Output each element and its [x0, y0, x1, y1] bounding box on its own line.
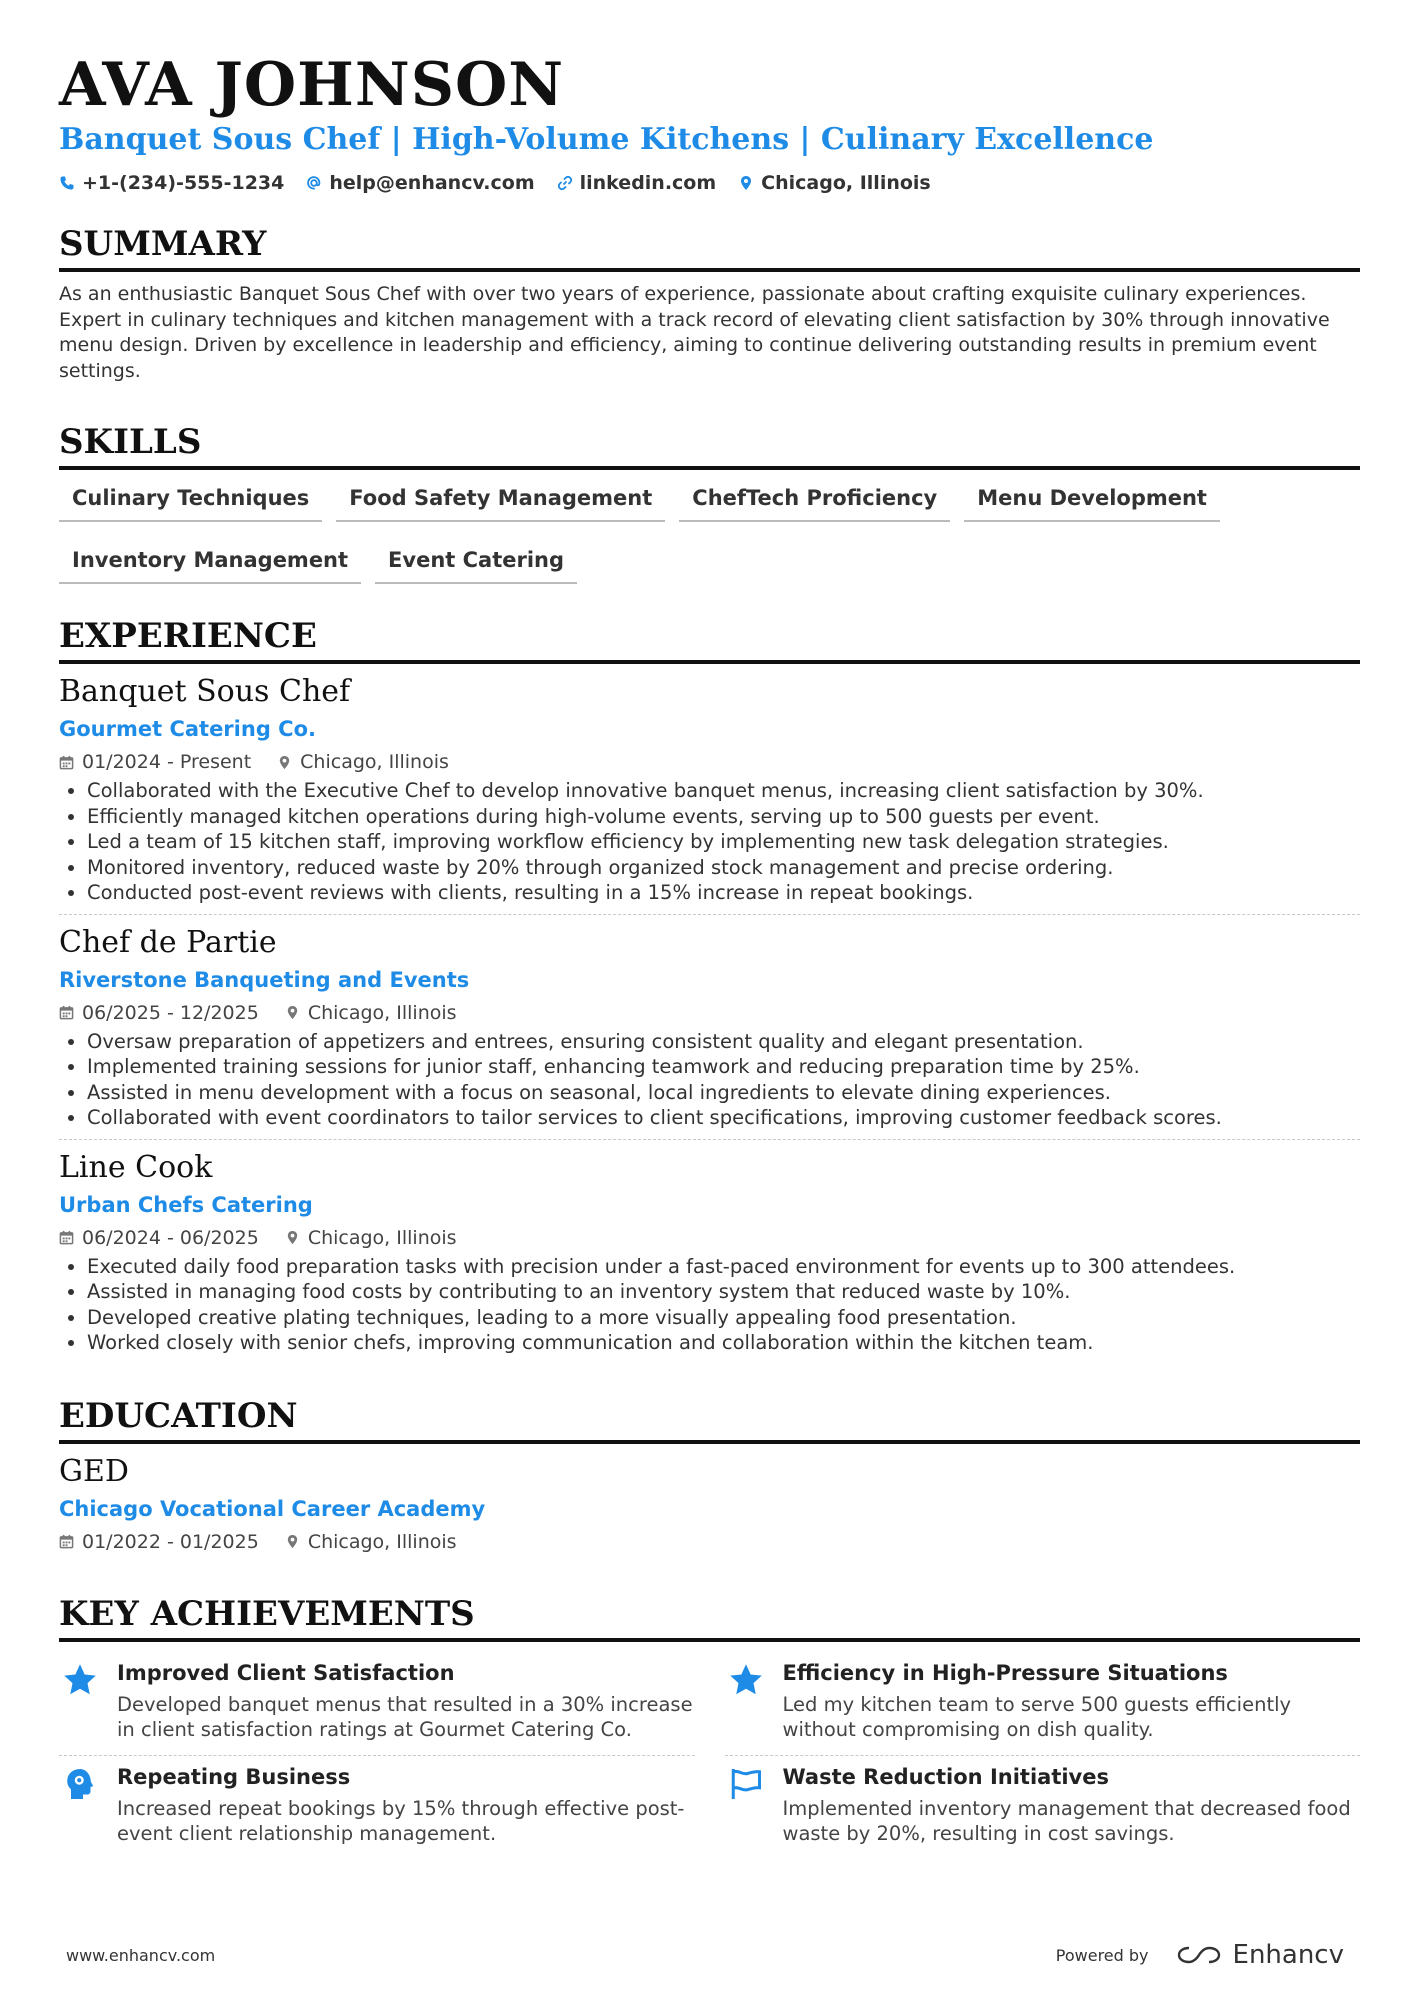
job-bullet: • Assisted in managing food costs by contributing to an inventory system that reduced waste by 10%. [87, 1279, 1360, 1305]
at-icon [306, 175, 322, 191]
skill-tag: Inventory Management [59, 544, 361, 584]
job-bullet: • Monitored inventory, reduced waste by 20% through organized stock management and precise ordering. [87, 855, 1360, 881]
skill-tag: Culinary Techniques [59, 482, 322, 522]
education-heading: EDUCATION [59, 1394, 1360, 1444]
achievement-body [783, 1762, 1361, 1847]
education-meta [59, 1530, 1360, 1554]
contact-phone [59, 172, 284, 194]
contact-phone-text: +1-(234)-555-1234 [82, 172, 285, 194]
achievements-section [59, 1592, 1360, 1859]
head-idea-icon [62, 1766, 98, 1802]
achievement-item [725, 1652, 1361, 1756]
job-dates [59, 1226, 259, 1250]
company-name: Riverstone Banqueting and Events [59, 967, 470, 992]
job-title: Line Cook [59, 1149, 213, 1185]
enhancv-logo-icon [1175, 1942, 1223, 1968]
job-bullet: • Collaborated with the Executive Chef to develop innovative banquet menus, increasing client satisfaction by 30%. [87, 778, 1360, 804]
skill-tag: Menu Development [964, 482, 1220, 522]
job-meta [59, 750, 1360, 774]
footer-branding [1056, 1940, 1344, 1970]
resume-header [59, 50, 1360, 194]
job-location [277, 750, 449, 774]
job-location [285, 1001, 457, 1025]
contact-linkedin[interactable] [557, 172, 717, 194]
education-section [59, 1394, 1360, 1554]
achievement-description: Implemented inventory management that decreased food waste by 20%, resulting in cost savings. [782, 1796, 1351, 1845]
phone-icon [59, 175, 75, 191]
achievement-body [117, 1658, 695, 1743]
achievement-description: Increased repeat bookings by 15% through effective post-event client relationship management. [117, 1796, 685, 1845]
skills-list [59, 482, 1360, 584]
job-bullet: • Efficiently managed kitchen operations during high-volume events, serving up to 500 guests per event. [87, 804, 1360, 830]
job-bullet: • Implemented training sessions for junior staff, enhancing teamwork and reducing preparation time by 25%. [87, 1054, 1360, 1080]
job-bullet: • Oversaw preparation of appetizers and entrees, ensuring consistent quality and elegant presentation. [87, 1029, 1360, 1055]
job-bullet: • Worked closely with senior chefs, improving communication and collaboration within the kitchen team. [87, 1330, 1360, 1356]
calendar-icon [59, 755, 74, 770]
experience-entry [59, 1148, 1360, 1364]
candidate-headline: Banquet Sous Chef | High-Volume Kitchens | Culinary Excellence [59, 122, 1154, 157]
experience-heading: EXPERIENCE [59, 614, 1360, 664]
contact-location [738, 172, 931, 194]
job-location [285, 1226, 457, 1250]
location-pin-icon [285, 1230, 300, 1245]
achievement-title: Improved Client Satisfaction [117, 1660, 455, 1685]
link-icon [557, 175, 573, 191]
skill-tag: Food Safety Management [336, 482, 665, 522]
job-dates [59, 750, 251, 774]
job-bullet: • Developed creative plating techniques, leading to a more visually appealing food presentation. [87, 1305, 1360, 1331]
brand-name: Enhancv [1232, 1940, 1344, 1970]
achievement-body [117, 1762, 695, 1847]
experience-entry [59, 672, 1360, 915]
contact-email-text: help@enhancv.com [329, 172, 535, 194]
job-dates-text: 06/2024 - 06/2025 [82, 1226, 259, 1249]
location-pin-icon [285, 1005, 300, 1020]
calendar-icon [59, 1534, 74, 1549]
calendar-icon [59, 1005, 74, 1020]
achievement-title: Efficiency in High-Pressure Situations [782, 1660, 1228, 1685]
summary-heading: SUMMARY [59, 222, 1360, 272]
calendar-icon [59, 1230, 74, 1245]
achievement-description: Led my kitchen team to serve 500 guests efficiently without compromising on dish quality. [782, 1692, 1292, 1741]
achievements-grid [59, 1652, 1360, 1859]
summary-text: As an enthusiastic Banquet Sous Chef with over two years of experience, passionate about crafting exquisite culinary experiences. Expert in culinary techniques and kitchen management with a track record of elevating client satisfaction by 30% through innovative menu design. Driven by excellence in leadership and efficiency, aiming to continue delivering outstanding results in premium event settings. [59, 283, 1330, 382]
job-bullet: • Conducted post-event reviews with clients, resulting in a 15% increase in repeat bookings. [87, 880, 1360, 906]
brand-logo[interactable] [1175, 1940, 1344, 1970]
summary-section [59, 222, 1360, 384]
achievement-item [59, 1756, 695, 1859]
achievement-icon-wrap [725, 1762, 767, 1847]
job-bullets [59, 1254, 1360, 1356]
contact-row [59, 172, 1360, 194]
skill-tag: Event Catering [375, 544, 577, 584]
footer-website[interactable]: www.enhancv.com [66, 1945, 216, 1965]
achievement-icon-wrap [59, 1762, 101, 1847]
job-meta [59, 1226, 1360, 1250]
job-dates-text: 06/2025 - 12/2025 [82, 1001, 259, 1024]
powered-by-text: Powered by [1055, 1945, 1149, 1965]
contact-linkedin-text: linkedin.com [579, 172, 717, 194]
location-pin-icon [285, 1534, 300, 1549]
job-title: Chef de Partie [59, 924, 277, 960]
star-icon [62, 1662, 98, 1698]
education-dates-text: 01/2022 - 01/2025 [82, 1530, 259, 1553]
job-dates-text: 01/2024 - Present [82, 751, 252, 773]
education-location-text: Chicago, Illinois [307, 1530, 457, 1553]
location-pin-icon [277, 755, 292, 770]
company-name: Gourmet Catering Co. [59, 717, 316, 741]
job-dates [59, 1001, 259, 1025]
job-location-text: Chicago, Illinois [307, 1226, 457, 1249]
achievement-title: Waste Reduction Initiatives [782, 1764, 1109, 1789]
contact-location-text: Chicago, Illinois [761, 172, 931, 194]
job-location-text: Chicago, Illinois [300, 751, 449, 773]
skills-heading: SKILLS [59, 420, 1360, 470]
degree-title: GED [59, 1453, 129, 1489]
achievements-heading: KEY ACHIEVEMENTS [59, 1592, 1360, 1642]
school-name: Chicago Vocational Career Academy [59, 1496, 486, 1521]
skill-tag: ChefTech Proficiency [679, 482, 950, 522]
achievement-icon-wrap [725, 1658, 767, 1743]
achievement-item [725, 1756, 1361, 1859]
job-bullets [59, 778, 1360, 906]
experience-section [59, 614, 1360, 1364]
flag-icon [728, 1766, 764, 1802]
achievement-body [783, 1658, 1361, 1743]
education-location [285, 1530, 457, 1554]
location-pin-icon [738, 175, 754, 191]
skills-section [59, 420, 1360, 584]
achievement-item [59, 1652, 695, 1756]
page-footer [66, 1940, 1344, 1970]
experience-entry [59, 923, 1360, 1140]
achievement-icon-wrap [59, 1658, 101, 1743]
education-dates [59, 1530, 259, 1554]
job-bullet: • Collaborated with event coordinators to tailor services to client specifications, improving customer feedback scores. [87, 1105, 1360, 1131]
achievement-title: Repeating Business [117, 1764, 351, 1789]
job-title: Banquet Sous Chef [59, 674, 351, 709]
job-bullets [59, 1029, 1360, 1131]
achievement-description: Developed banquet menus that resulted in a 30% increase in client satisfaction ratings at Gourmet Catering Co. [117, 1692, 693, 1741]
job-location-text: Chicago, Illinois [307, 1001, 457, 1024]
job-meta [59, 1001, 1360, 1025]
job-bullet: • Executed daily food preparation tasks with precision under a fast-paced environment for events up to 300 attendees. [87, 1254, 1360, 1280]
company-name: Urban Chefs Catering [59, 1192, 313, 1217]
job-bullet: • Assisted in menu development with a focus on seasonal, local ingredients to elevate dining experiences. [87, 1080, 1360, 1106]
candidate-name: AVA JOHNSON [59, 50, 565, 120]
job-bullet: • Led a team of 15 kitchen staff, improving workflow efficiency by implementing new task delegation strategies. [87, 829, 1360, 855]
star-icon [728, 1662, 764, 1698]
contact-email[interactable] [306, 172, 534, 194]
